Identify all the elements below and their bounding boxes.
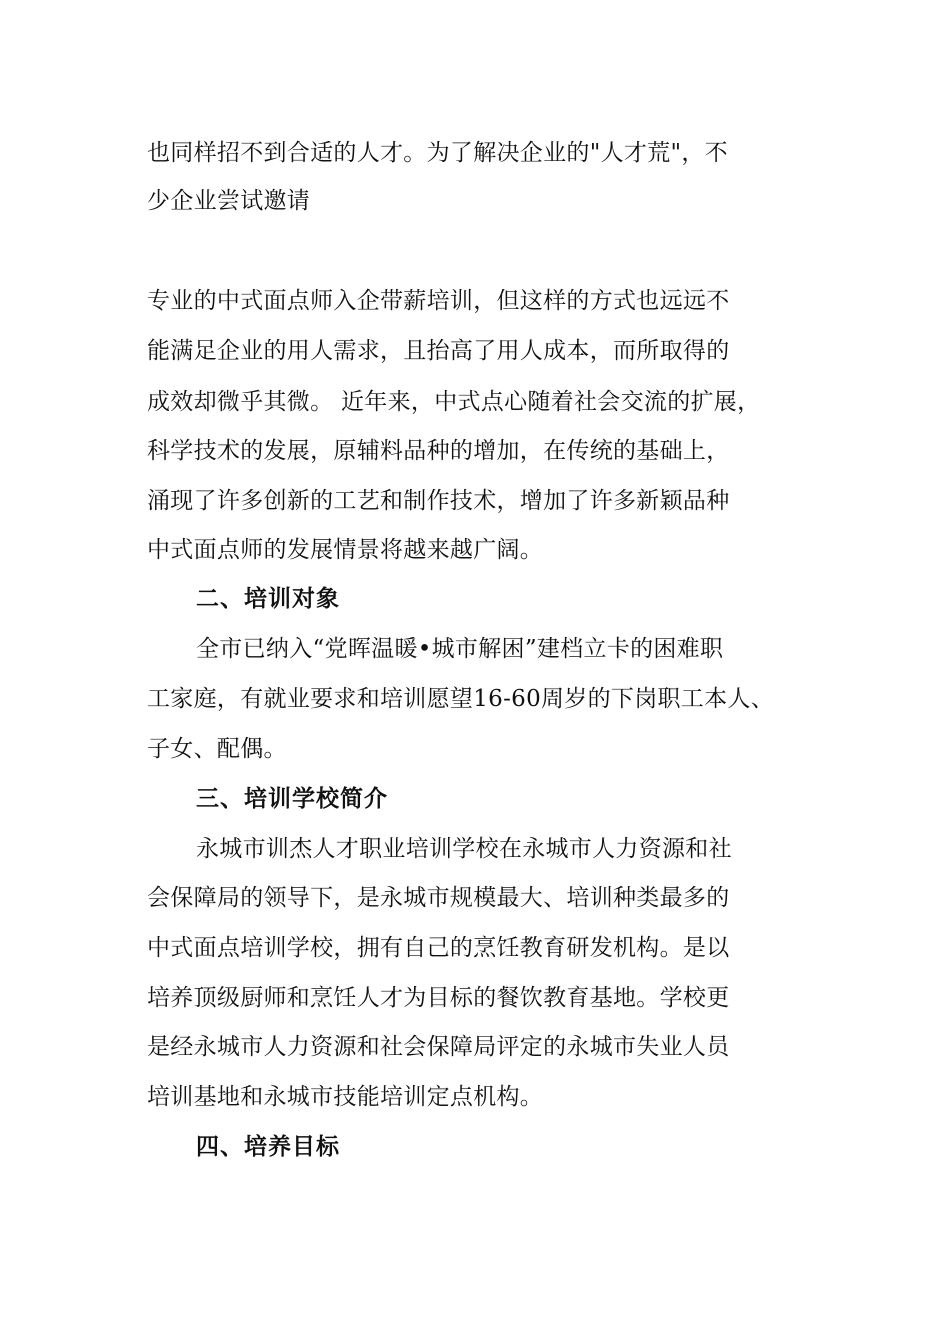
section-3-line-2: 会保障局的领导下，是永城市规模最大、培训种类最多的 (147, 885, 730, 911)
paragraph-1-line-2: 少企业尝试邀请 (147, 188, 311, 214)
section-2-line-1: 全市已纳入“党晖温暖•城市解困”建档立卡的困难职 (196, 636, 724, 662)
section-3-line-4: 培养顶级厨师和烹饪人才为目标的餐饮教育基地。学校更 (147, 985, 730, 1011)
paragraph-2-line-2: 能满足企业的用人需求，且抬高了用人成本，而所取得的 (147, 338, 730, 364)
paragraph-2-line-1: 专业的中式面点师入企带薪培训，但这样的方式也远远不 (147, 288, 730, 314)
section-2-line-2: 工家庭，有就业要求和培训愿望16-60周岁的下岗职工本人、 (147, 686, 775, 712)
section-2-line-3: 子女、配偶。 (147, 736, 287, 762)
section-3-line-5: 是经永城市人力资源和社会保障局评定的永城市失业人员 (147, 1034, 730, 1060)
section-3-line-6: 培训基地和永城市技能培训定点机构。 (147, 1084, 544, 1110)
paragraph-2-line-3: 成效却微乎其微。 近年来，中式点心随着社会交流的扩展， (147, 389, 761, 415)
section-3-line-3: 中式面点培训学校，拥有自己的烹饪教育研发机构。是以 (147, 935, 730, 961)
section-heading-training-goals: 四、培养目标 (196, 1134, 340, 1160)
section-heading-school-intro: 三、培训学校简介 (196, 786, 388, 812)
paragraph-2-line-4: 科学技术的发展，原辅料品种的增加，在传统的基础上， (147, 438, 730, 464)
section-3-line-1: 永城市训杰人才职业培训学校在永城市人力资源和社 (196, 836, 732, 862)
paragraph-2-line-6: 中式面点师的发展情景将越来越广阔。 (147, 537, 544, 563)
section-heading-training-target: 二、培训对象 (196, 586, 340, 612)
paragraph-1-line-1: 也同样招不到合适的人才。为了解决企业的"人才荒"，不 (147, 140, 728, 166)
paragraph-2-line-5: 涌现了许多创新的工艺和制作技术，增加了许多新颖品种 (147, 488, 730, 514)
